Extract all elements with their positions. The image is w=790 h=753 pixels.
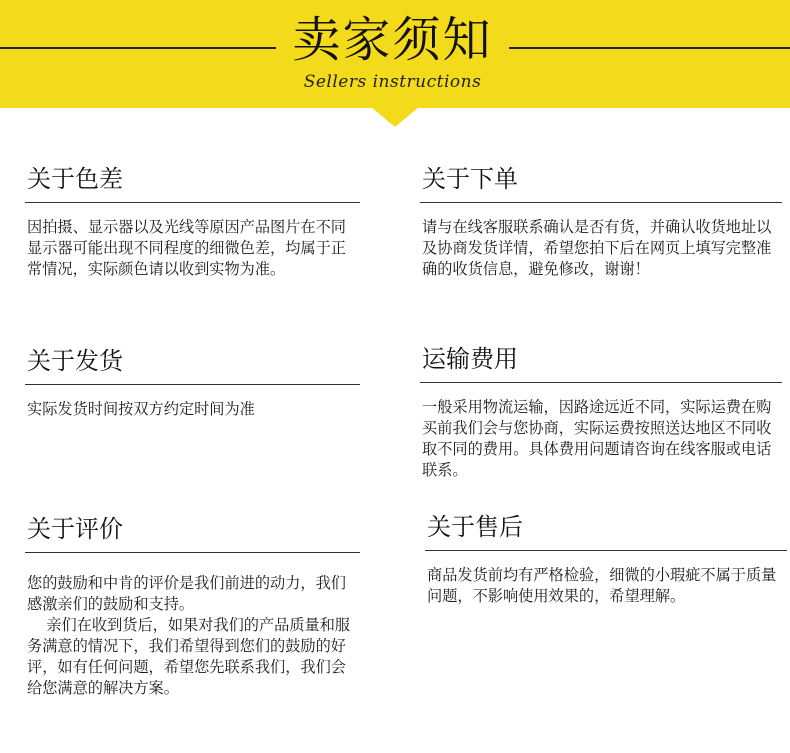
section-shipping xyxy=(25,346,360,420)
section-divider xyxy=(425,550,787,551)
section-divider xyxy=(25,202,360,203)
section-divider xyxy=(25,552,360,553)
banner-divider-left xyxy=(0,47,276,49)
section-color-difference xyxy=(25,164,360,280)
section-body: 请与在线客服联系确认是否有货，并确认收货地址以及协商发货详情，希望您拍下后在网页上填写完整准确的收货信息，避免修改，谢谢！ xyxy=(422,218,772,278)
section-heading: 关于售后 xyxy=(427,513,523,541)
section-divider xyxy=(420,202,782,203)
section-heading: 关于评价 xyxy=(27,515,123,543)
section-body: 实际发货时间按双方约定时间为准 xyxy=(27,400,255,418)
section-body: 因拍摄、显示器以及光线等原因产品图片在不同显示器可能出现不同程度的细微色差，均属于正常情况，实际颜色请以收到实物为准。 xyxy=(27,218,346,278)
section-heading: 关于发货 xyxy=(27,347,123,375)
section-freight-cost xyxy=(420,344,782,481)
section-heading: 关于色差 xyxy=(27,165,123,193)
banner-pointer xyxy=(371,107,419,127)
banner-divider-right xyxy=(509,47,790,49)
section-after-sales xyxy=(425,512,787,607)
section-body: 一般采用物流运输，因路途远近不同，实际运费在购买前我们会与您协商，实际运费按照送达地区不同收取不同的费用。具体费用问题请咨询在线客服或电话联系。 xyxy=(422,398,772,479)
section-divider xyxy=(420,382,782,383)
section-reviews xyxy=(25,514,360,699)
section-body: 商品发货前均有严格检验，细微的小瑕疵不属于质量问题，不影响使用效果的，希望理解。 xyxy=(427,566,777,605)
section-ordering xyxy=(420,164,782,280)
section-heading: 运输费用 xyxy=(422,345,518,373)
section-divider xyxy=(25,384,360,385)
page-title: 卖家须知 xyxy=(292,12,493,68)
section-body: 您的鼓励和中肯的评价是我们前进的动力，我们感激亲们的鼓励和支持。 亲们在收到货后，如果对我们的产品质量和服务满意的情况下，我们希望得到您们的鼓励的好评，如有任何问题，希望您先联系我们，我们会给您满意的解决方案。 xyxy=(27,574,351,697)
section-heading: 关于下单 xyxy=(422,165,518,193)
page-subtitle: Sellers instructions xyxy=(303,72,482,92)
